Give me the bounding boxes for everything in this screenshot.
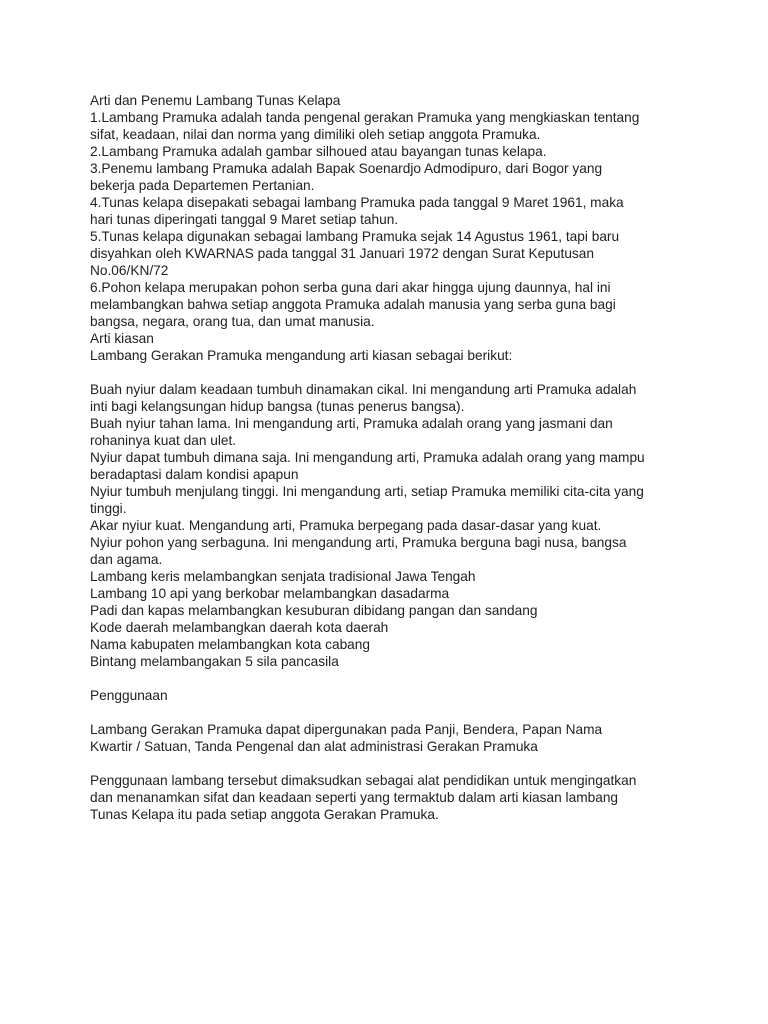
text-line: Arti kiasan [90,331,154,346]
text-line: 3.Penemu lambang Pramuka adalah Bapak Soenardjo Admodipuro, dari Bogor yang [90,161,603,176]
document-title: Arti dan Penemu Lambang Tunas Kelapa [90,93,341,108]
text-line: Lambang keris melambangkan senjata tradisional Jawa Tengah [90,569,476,584]
text-line: Kode daerah melambangkan daerah kota daerah [90,620,389,635]
blank-line [90,704,690,721]
text-line: 2.Lambang Pramuka adalah gambar silhoued atau bayangan tunas kelapa. [90,144,547,159]
text-line: Penggunaan [90,688,168,703]
text-line: tinggi. [90,501,127,516]
text-line: Padi dan kapas melambangkan kesuburan dibidang pangan dan sandang [90,603,538,618]
text-line: Lambang Gerakan Pramuka mengandung arti kiasan sebagai berikut: [90,348,513,363]
text-line: Nama kabupaten melambangkan kota cabang [90,637,371,652]
text-line: Akar nyiur kuat. Mengandung arti, Pramuka berpegang pada dasar-dasar yang kuat. [90,518,602,533]
text-line: bangsa, negara, orang tua, dan umat manusia. [90,314,375,329]
text-line: melambangkan bahwa setiap anggota Pramuka adalah manusia yang serba guna bagi [90,297,616,312]
text-line: 5.Tunas kelapa digunakan sebagai lambang Pramuka sejak 14 Agustus 1961, tapi baru [90,229,620,244]
text-line: disyahkan oleh KWARNAS pada tanggal 31 Januari 1972 dengan Surat Keputusan [90,246,594,261]
text-line: bekerja pada Departemen Pertanian. [90,178,315,193]
text-line: rohaninya kuat dan ulet. [90,433,237,448]
text-line: Buah nyiur dalam keadaan tumbuh dinamakan cikal. Ini mengandung arti Pramuka adalah [90,382,637,397]
blank-line [90,364,690,381]
text-line: Bintang melambangakan 5 sila pancasila [90,654,339,669]
text-line: No.06/KN/72 [90,263,169,278]
blank-line [90,670,690,687]
blank-line [90,755,690,772]
text-line: 4.Tunas kelapa disepakati sebagai lambang Pramuka pada tanggal 9 Maret 1961, maka [90,195,624,210]
text-line: Lambang Gerakan Pramuka dapat dipergunakan pada Panji, Bendera, Papan Nama [90,722,603,737]
text-line: Tunas Kelapa itu pada setiap anggota Gerakan Pramuka. [90,807,439,822]
text-line: 6.Pohon kelapa merupakan pohon serba guna dari akar hingga ujung daunnya, hal ini [90,280,611,295]
document-body [90,92,690,823]
text-line: Nyiur tumbuh menjulang tinggi. Ini mengandung arti, setiap Pramuka memiliki cita-cita yang [90,484,644,499]
text-line: hari tunas diperingati tanggal 9 Maret setiap tahun. [90,212,399,227]
text-line: inti bagi kelangsungan hidup bangsa (tunas penerus bangsa). [90,399,465,414]
text-line: sifat, keadaan, nilai dan norma yang dimiliki oleh setiap anggota Pramuka. [90,127,541,142]
text-line: Nyiur dapat tumbuh dimana saja. Ini mengandung arti, Pramuka adalah orang yang mampu [90,450,645,465]
text-line: Nyiur pohon yang serbaguna. Ini mengandung arti, Pramuka berguna bagi nusa, bangsa [90,535,627,550]
text-line: 1.Lambang Pramuka adalah tanda pengenal gerakan Pramuka yang mengkiaskan tentang [90,110,640,125]
text-line: Penggunaan lambang tersebut dimaksudkan sebagai alat pendidikan untuk mengingatkan [90,773,637,788]
text-line: dan menanamkan sifat dan keadaan seperti yang termaktub dalam arti kiasan lambang [90,790,619,805]
text-line: Lambang 10 api yang berkobar melambangkan dasadarma [90,586,450,601]
document-text [90,109,690,823]
text-line: Buah nyiur tahan lama. Ini mengandung arti, Pramuka adalah orang yang jasmani dan [90,416,613,431]
text-line: Kwartir / Satuan, Tanda Pengenal dan alat administrasi Gerakan Pramuka [90,739,538,754]
text-line: beradaptasi dalam kondisi apapun [90,467,299,482]
text-line: dan agama. [90,552,163,567]
